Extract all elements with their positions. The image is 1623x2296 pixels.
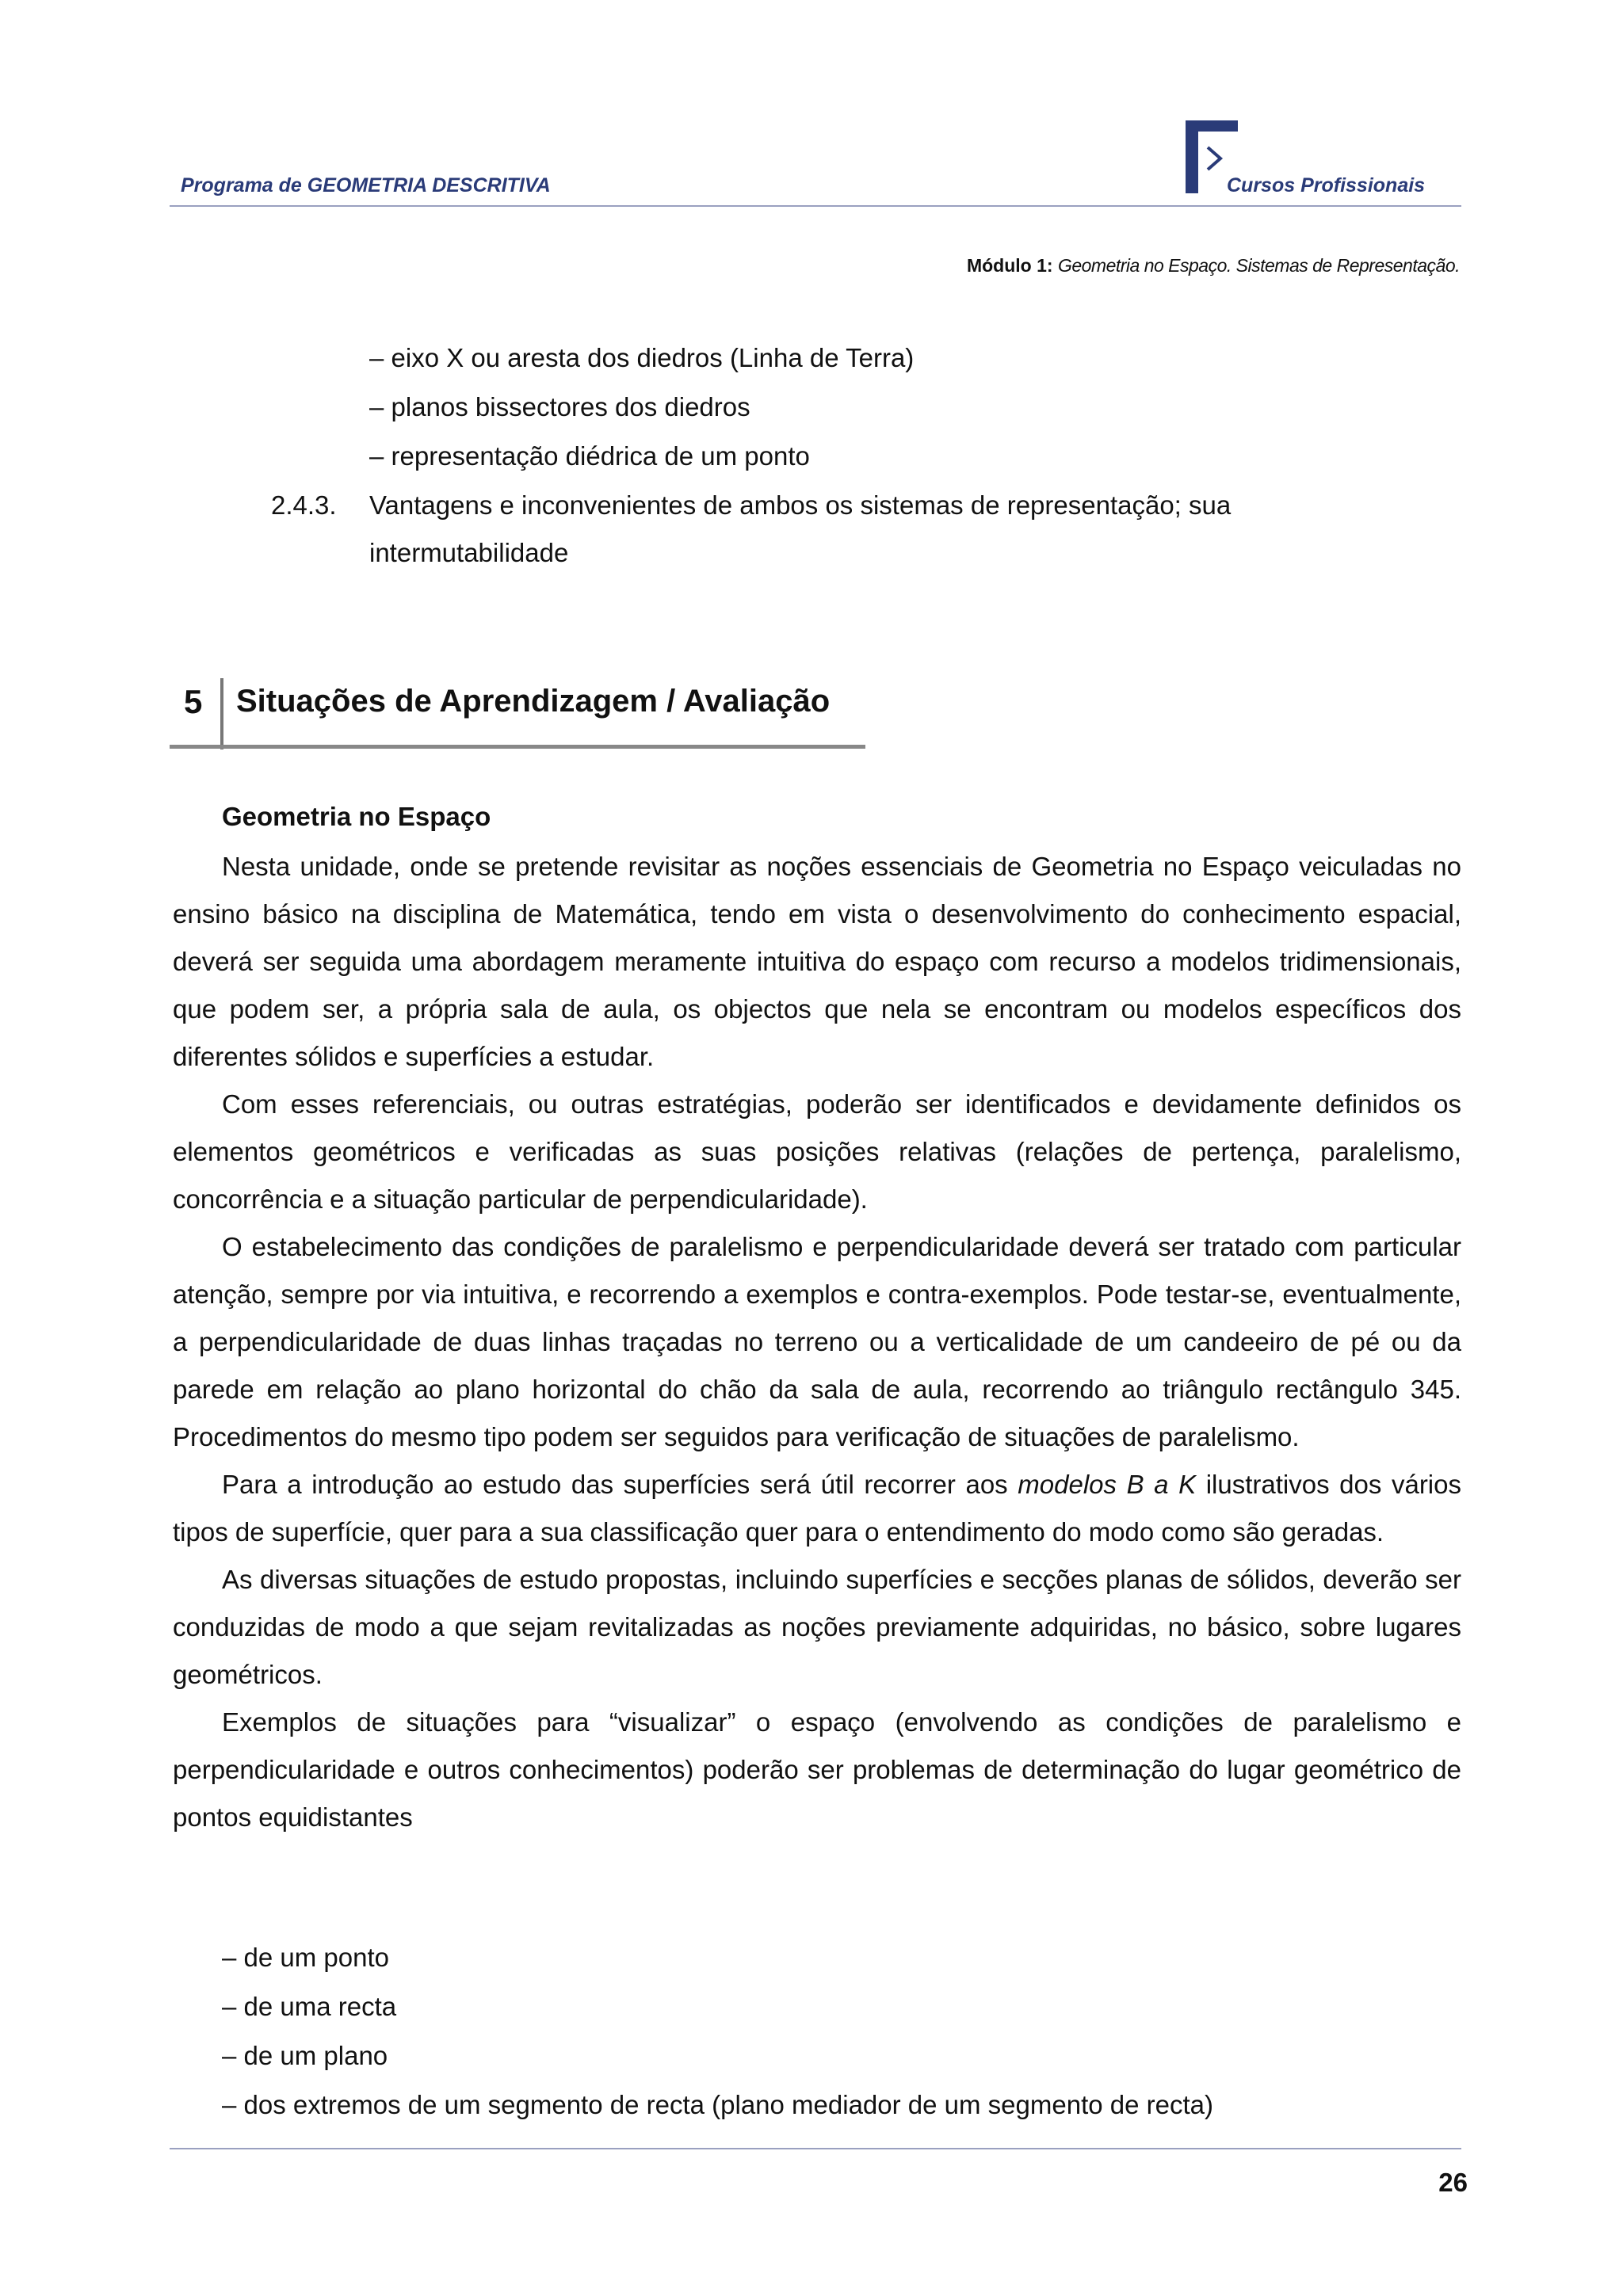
paragraph: As diversas situações de estudo propostas, incluindo superfícies e secções planas de sólidos, deverão ser conduzidas de modo a que sejam revitalizadas as noções previamente adquiridas, no básico, sobre lugares geométricos. — [173, 1565, 1461, 1689]
list-item: – representação diédrica de um ponto — [369, 441, 810, 471]
header-program-title: Programa de GEOMETRIA DESCRITIVA — [181, 174, 551, 196]
footer-divider — [170, 2148, 1461, 2149]
section-title: Situações de Aprendizagem / Avaliação — [236, 684, 831, 719]
subheading: Geometria no Espaço — [222, 802, 491, 831]
subsection-text: Vantagens e inconvenientes de ambos os sistemas de representação; sua — [369, 490, 1232, 520]
subsection-text-continued: intermutabilidade — [369, 538, 569, 567]
page-number: 26 — [1438, 2168, 1468, 2197]
list-item: – de um ponto — [222, 1943, 389, 1972]
paragraph-part: Para a introdução ao estudo das superfícies será útil recorrer aos — [222, 1470, 1018, 1499]
list-item: – eixo X ou aresta dos diedros (Linha de Terra) — [369, 343, 915, 372]
list-item: – planos bissectores dos diedros — [369, 392, 750, 421]
module-label: Módulo 1: — [966, 255, 1053, 276]
paragraph: O estabelecimento das condições de paralelismo e perpendicularidade deverá ser tratado com particular atenção, sempre por via intuitiva, e recorrendo a exemplos e contra-exemplos. Pode testar-se, eventualmente, a perpendicularidade de duas linhas traçadas no terreno ou a verticalidade de um candeeiro de pé ou da parede em relação ao plano horizontal do chão da sala de aula, recorrendo ao triângulo rectângulo 345. Procedimentos do mesmo tipo podem ser seguidos para verificação de situações de paralelismo. — [173, 1232, 1461, 1451]
section-number: 5 — [184, 683, 203, 720]
subsection-number: 2.4.3. — [271, 490, 337, 520]
header-brand: Cursos Profissionais — [1227, 174, 1426, 196]
paragraph: Com esses referenciais, ou outras estratégias, poderão ser identificados e devidamente definidos os elementos geométricos e verificadas as suas posições relativas (relações de pertença, paralelismo, concorrência e a situação particular de perpendicularidade). — [173, 1089, 1461, 1214]
section-underline — [170, 745, 865, 749]
list-item: – dos extremos de um segmento de recta (plano mediador de um segmento de recta) — [222, 2090, 1214, 2119]
paragraph: Exemplos de situações para “visualizar” o espaço (envolvendo as condições de paralelismo e perpendicularidade e outros conhecimentos) poderão ser problemas de determinação do lugar geométrico de pontos equidistantes — [173, 1707, 1461, 1832]
list-item: – de uma recta — [222, 1992, 397, 2021]
module-value: Geometria no Espaço. Sistemas de Representação. — [1057, 255, 1460, 276]
list-item: – de um plano — [222, 2041, 388, 2070]
module-line — [967, 255, 1460, 277]
paragraph-part: ilustrativos dos vários tipos de superfície, quer para a sua classificação quer para o entendimento do modo como são geradas. — [173, 1470, 1461, 1547]
body-text — [173, 843, 1461, 1841]
header-divider — [170, 205, 1461, 207]
paragraph-emphasis: modelos B a K — [1018, 1470, 1197, 1499]
paragraph: Nesta unidade, onde se pretende revisitar as noções essenciais de Geometria no Espaço veiculadas no ensino básico na disciplina de Matemática, tendo em vista o desenvolvimento do conhecimento espacial, deverá ser seguida uma abordagem meramente intuitiva do espaço com recurso a modelos tridimensionais, que podem ser, a própria sala de aula, os objectos que nela se encontram ou modelos específicos dos diferentes sólidos e superfícies a estudar. — [173, 852, 1461, 1071]
paragraph — [173, 1461, 1461, 1556]
section-divider-bar — [220, 678, 223, 749]
